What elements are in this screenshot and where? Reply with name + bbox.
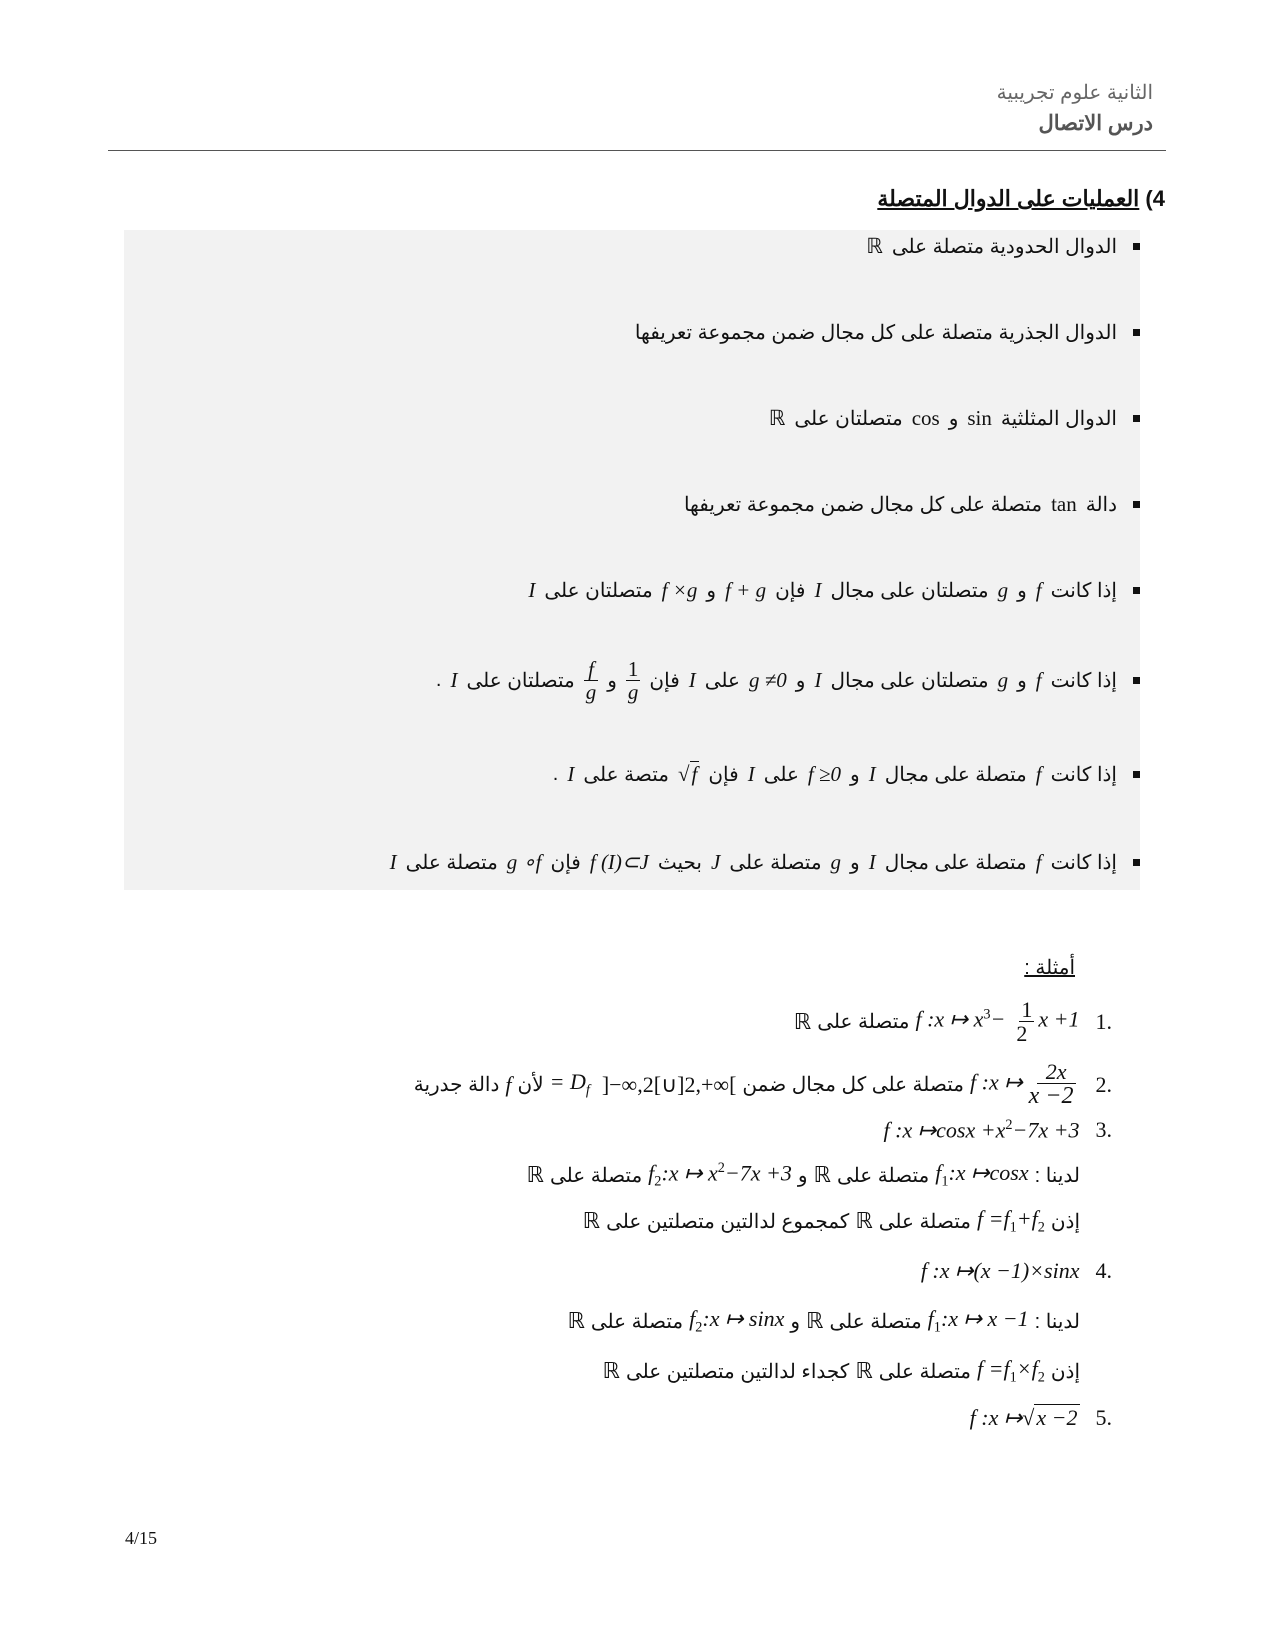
math-expression: ℝ <box>806 1308 824 1334</box>
math-expression: f <box>1035 850 1042 874</box>
math-expression: ℝ <box>602 1358 620 1384</box>
property-text: الدوال المثلثية <box>1000 408 1117 430</box>
math-expression: I <box>814 668 822 693</box>
radicand: f <box>691 762 698 786</box>
math-expression: f :x ↦√x −2 <box>969 1405 1078 1430</box>
math-expression: I <box>389 850 397 874</box>
property-text: إذا كانت <box>1050 764 1117 786</box>
section-heading <box>877 186 1165 212</box>
math-expression: ℝ <box>855 1358 873 1384</box>
example-line <box>561 1306 1080 1336</box>
sqrt-expression: √f <box>677 762 698 786</box>
example-text: و <box>797 1164 808 1187</box>
example-number: .5 <box>1095 1405 1112 1430</box>
math-expression: I <box>688 668 696 693</box>
math-expression: f <box>1035 668 1042 693</box>
example-text: لدينا : <box>1034 1164 1080 1187</box>
property-text: بحيث <box>657 852 702 874</box>
example-item <box>964 1405 1112 1431</box>
fraction-denominator: g <box>627 680 639 705</box>
math-expression: I <box>567 762 575 786</box>
property-text: متصلتان على مجال <box>830 670 989 693</box>
math-expression: f <box>505 1071 512 1097</box>
property-text: دالة <box>1085 494 1117 516</box>
property-text: إذا كانت <box>1050 852 1117 874</box>
property-text: متصلتان على <box>466 670 575 693</box>
math-expression: = $D_f$ <box>549 1069 590 1099</box>
property-text: إذا كانت <box>1050 580 1117 602</box>
math-expression: $f_2:x$ ↦ $x^2-7x +3$ <box>648 1160 792 1190</box>
math-expression: I <box>868 850 876 874</box>
example-number: .1 <box>1095 1008 1112 1034</box>
bullet-icon <box>1133 771 1140 778</box>
math-expression: ℝ <box>567 1308 585 1334</box>
property-item <box>635 320 1140 345</box>
math-expression: I <box>747 762 755 786</box>
example-text: متصلة على <box>829 1310 922 1333</box>
math-expression: I <box>814 578 822 602</box>
example-number: .4 <box>1095 1258 1112 1283</box>
section-number: 4) <box>1145 186 1165 211</box>
property-text: فإن <box>775 580 806 602</box>
example-text: لأن <box>517 1074 544 1097</box>
math-expression: f ×g <box>661 578 698 602</box>
property-text: و <box>850 852 860 874</box>
header-level: الثانية علوم تجريبية <box>996 82 1153 104</box>
property-text: الدوال الجذرية متصلة على كل مجال ضمن مجموعة تعريفها <box>634 322 1117 344</box>
math-expression: f <box>1035 578 1042 602</box>
math-expression: I <box>450 668 458 693</box>
property-text: متصلة على مجال <box>884 852 1027 874</box>
property-item <box>760 406 1140 431</box>
math-expression: cos <box>911 406 940 430</box>
property-text: و <box>1017 670 1027 693</box>
example-number: .3 <box>1095 1117 1112 1143</box>
example-text: إذن <box>1050 1210 1080 1233</box>
math-expression: sin <box>967 406 992 430</box>
property-text: متصلة على <box>729 852 822 874</box>
property-text: متصلة على <box>405 852 498 874</box>
example-item <box>414 1060 1112 1109</box>
example-text: متصلة على <box>878 1210 971 1233</box>
math-expression: f :x ↦ $\frac{2x}{x -2}$ <box>970 1059 1074 1110</box>
example-text: متصلة على كل مجال ضمن <box>742 1074 964 1097</box>
property-text: و <box>607 670 617 693</box>
math-expression: f (I)⊂J <box>589 850 649 874</box>
page-header <box>997 80 1153 136</box>
math-expression: $f =f_1+f_2$ <box>976 1206 1045 1236</box>
math-expression: g ∘f <box>506 850 542 874</box>
property-text: متصلتان على <box>794 408 903 430</box>
property-text: فإن <box>550 852 581 874</box>
property-item <box>857 234 1140 259</box>
math-expression: ℝ <box>813 1162 831 1188</box>
example-text: إذن <box>1050 1360 1080 1383</box>
math-expression: g ≠0 <box>749 668 787 693</box>
math-expression: g <box>997 668 1009 693</box>
property-text: متصلتان على <box>544 580 653 602</box>
property-text: متصة على <box>583 764 669 786</box>
math-expression: f + g <box>725 578 767 602</box>
property-text: متصلة على مجال <box>884 764 1027 786</box>
example-text: متصلة على <box>817 1011 910 1034</box>
bullet-icon <box>1133 677 1140 684</box>
fraction-denominator: g <box>585 680 597 705</box>
property-text: . <box>435 669 442 692</box>
math-expression: g <box>830 850 842 874</box>
property-item <box>684 492 1140 517</box>
example-line <box>577 1206 1080 1236</box>
math-expression: J <box>711 850 721 874</box>
header-lesson-title: درس الاتصال <box>1038 112 1153 135</box>
math-expression: ℝ <box>768 406 786 430</box>
example-text: كمجموع لدالتين متصلتين على <box>606 1210 850 1233</box>
property-text: فإن <box>708 764 739 786</box>
property-item <box>436 658 1140 703</box>
fraction <box>626 658 641 703</box>
property-item <box>553 762 1140 787</box>
example-item <box>915 1258 1112 1284</box>
property-text: و <box>1017 580 1027 602</box>
property-text: الدوال الحدودية متصلة على <box>891 236 1117 258</box>
bullet-icon <box>1133 587 1140 594</box>
example-text: كجداء لدالتين متصلتين على <box>625 1360 850 1383</box>
property-text: و <box>850 764 860 786</box>
example-text: متصلة على <box>878 1360 971 1383</box>
example-text: لدينا : <box>1034 1310 1080 1333</box>
example-number: .2 <box>1095 1071 1112 1097</box>
example-text: متصلة على <box>836 1164 930 1187</box>
example-text: متصلة على <box>590 1310 684 1333</box>
example-text: متصلة على <box>549 1164 643 1187</box>
property-item <box>381 850 1140 875</box>
property-text: على <box>704 670 740 693</box>
page-number: 4/15 <box>125 1528 158 1548</box>
math-expression: f :x ↦ $x^3-$ $\frac{1}{2}$ x +1 <box>915 997 1080 1047</box>
example-item <box>788 998 1112 1045</box>
bullet-icon <box>1133 501 1140 508</box>
example-line <box>597 1356 1080 1386</box>
math-expression: ℝ <box>582 1208 601 1234</box>
bullet-icon <box>1133 243 1140 250</box>
bullet-icon <box>1133 415 1140 422</box>
math-expression: ℝ <box>855 1208 873 1234</box>
example-line <box>521 1160 1081 1191</box>
math-expression: $f_1:x$ ↦cosx <box>935 1160 1029 1190</box>
property-item <box>519 578 1140 603</box>
example-item <box>878 1117 1112 1143</box>
math-expression: f :x ↦cosx $+x^2-7x +3$ <box>883 1117 1080 1143</box>
math-expression: f ≥0 <box>807 762 842 786</box>
math-expression: ℝ <box>866 234 883 258</box>
math-expression: ℝ <box>793 1008 812 1034</box>
math-expression: $f =f_1\times f_2$ <box>976 1356 1045 1386</box>
property-text: إذا كانت <box>1050 670 1117 693</box>
math-expression: I <box>868 762 876 786</box>
property-text: فإن <box>649 670 680 693</box>
math-expression: ]−∞,2[∪]2,+∞[ <box>601 1071 737 1097</box>
math-expression: ℝ <box>526 1162 544 1188</box>
bullet-icon <box>1133 329 1140 336</box>
property-text: . <box>552 763 559 785</box>
property-text: و <box>795 670 806 693</box>
math-expression: $f_2:x$ ↦ sinx <box>689 1306 785 1336</box>
math-expression: g <box>997 578 1009 602</box>
math-expression: tan <box>1051 492 1077 516</box>
fraction <box>584 658 599 703</box>
property-text: متصلة على كل مجال ضمن مجموعة تعريفها <box>683 494 1043 516</box>
property-text: و <box>948 408 959 430</box>
examples-heading: أمثلة : <box>1024 957 1075 979</box>
fraction-numerator: 1 <box>627 657 639 681</box>
radicand: x −2 <box>1036 1405 1078 1430</box>
example-text: و <box>790 1310 801 1333</box>
property-text: و <box>706 580 717 602</box>
section-title: العمليات على الدوال المتصلة <box>877 186 1140 211</box>
fraction-numerator: f <box>584 658 599 681</box>
math-expression: f <box>1035 762 1042 786</box>
math-expression: $f_1:x$ ↦ x −1 <box>927 1306 1029 1336</box>
property-text: متصلتان على مجال <box>830 580 989 602</box>
example-text: دالة جدرية <box>413 1074 500 1097</box>
math-expression: I <box>528 578 536 602</box>
math-expression: f :x ↦(x −1)×sinx <box>920 1258 1080 1283</box>
bullet-icon <box>1133 859 1140 866</box>
header-divider <box>108 150 1166 151</box>
property-text: على <box>763 764 799 786</box>
